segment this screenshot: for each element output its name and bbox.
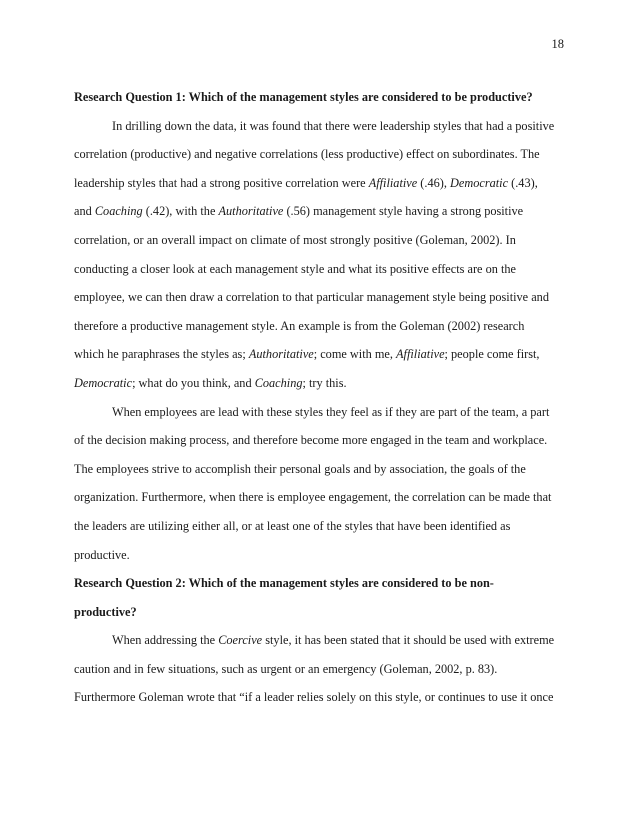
paragraph-line: conducting a closer look at each management style and what its positive effects are on the: [74, 261, 516, 276]
text-fragment: leadership styles that had a strong positive correlation were: [74, 175, 369, 190]
text-fragment: which he paraphrases the styles as;: [74, 347, 249, 362]
page-number: 18: [551, 37, 564, 51]
style-name-democratic: Democratic: [74, 375, 133, 390]
paragraph-line: [74, 203, 567, 232]
rq2-heading: Research Question 2: Which of the management styles are considered to be non-: [74, 576, 494, 591]
text-fragment: style, it has been stated that it should be used with extreme: [262, 633, 555, 648]
text-fragment: ; try this.: [302, 375, 347, 390]
paragraph-line: employee, we can then draw a correlation to that particular management style being positive and: [74, 290, 549, 305]
paragraph-line: When employees are lead with these styles they feel as if they are part of the team, a part: [112, 404, 550, 419]
style-name-authoritative: Authoritative: [218, 204, 284, 219]
paragraph-line: therefore a productive management style. An example is from the Goleman (2002) research: [74, 318, 525, 333]
text-fragment: (.42), with the: [142, 204, 219, 219]
paragraph-line: the leaders are utilizing either all, or at least one of the styles that have been identified as: [74, 518, 511, 533]
paragraph-line: caution and in few situations, such as urgent or an emergency (Goleman, 2002, p. 83).: [74, 661, 498, 676]
paragraph-line: correlation, or an overall impact on climate of most strongly positive (Goleman, 2002). In: [74, 232, 516, 247]
text-fragment: ; come with me,: [313, 347, 397, 362]
text-fragment: (.56) management style having a strong positive: [283, 204, 524, 219]
document-body: [74, 89, 567, 718]
text-fragment: (.43),: [508, 175, 538, 190]
text-fragment: and: [74, 204, 95, 219]
style-name-coaching: Coaching: [254, 375, 303, 390]
paragraph-line: correlation (productive) and negative correlations (less productive) effect on subordinates. The: [74, 147, 540, 162]
text-fragment: When addressing the: [112, 633, 219, 648]
style-name-affiliative: Affiliative: [368, 175, 418, 190]
paragraph-line: The employees strive to accomplish their personal goals and by association, the goals of the: [74, 461, 526, 476]
rq2-heading-continued: productive?: [74, 604, 137, 619]
paragraph-line: productive.: [74, 547, 130, 562]
style-name-authoritative: Authoritative: [248, 347, 314, 362]
text-fragment: ; what do you think, and: [132, 375, 255, 390]
paragraph-line: [74, 632, 567, 661]
paragraph-line: [74, 175, 567, 204]
paragraph-line: organization. Furthermore, when there is employee engagement, the correlation can be made that: [74, 490, 552, 505]
style-name-democratic: Democratic: [450, 175, 509, 190]
style-name-coercive: Coercive: [218, 633, 263, 648]
text-fragment: ; people come first,: [444, 347, 540, 362]
paragraph-line: In drilling down the data, it was found that there were leadership styles that had a positive: [112, 118, 555, 133]
text-fragment: (.46),: [417, 175, 450, 190]
paragraph-line: of the decision making process, and therefore become more engaged in the team and workplace.: [74, 433, 548, 448]
paragraph-line: [74, 346, 567, 375]
rq1-heading: Research Question 1: Which of the management styles are considered to be productive?: [74, 90, 533, 104]
paragraph-line: [74, 375, 567, 404]
paragraph-line: Furthermore Goleman wrote that “if a leader relies solely on this style, or continues to use it once: [74, 690, 554, 705]
style-name-affiliative: Affiliative: [396, 347, 445, 362]
style-name-coaching: Coaching: [94, 204, 143, 219]
